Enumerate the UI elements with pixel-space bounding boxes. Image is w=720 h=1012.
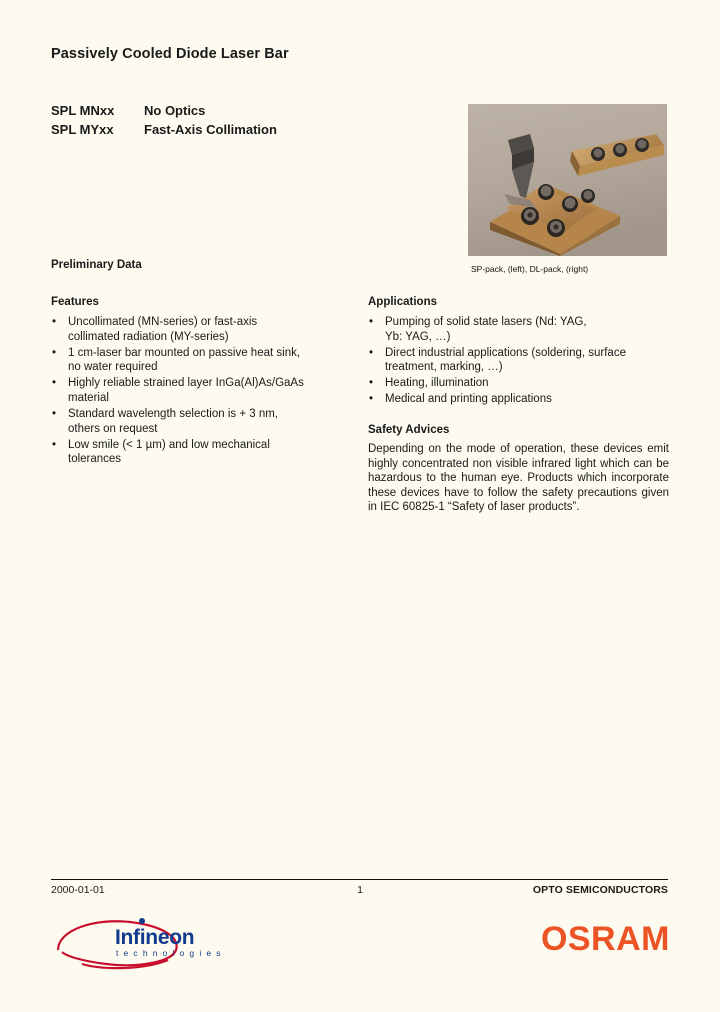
osram-logo: OSRAM xyxy=(540,920,670,958)
list-item xyxy=(368,392,669,407)
infineon-wordmark: Infineon xyxy=(115,926,195,949)
list-item-line1: Medical and printing applications xyxy=(385,393,552,406)
model-row xyxy=(51,120,277,139)
list-item xyxy=(51,315,351,344)
preliminary-data-label: Preliminary Data xyxy=(51,259,142,271)
safety-advices-text: Depending on the mode of operation, these devices emit highly concentrated non visible infrared light which can be hazardous to the human eye. Products which incorporate these devices have to follow the safety precautions given in IEC 60825-1 “Safety of laser products”. xyxy=(368,443,669,514)
infineon-logo xyxy=(52,912,232,974)
list-item-line1: Low smile (< 1 µm) and low mechanical xyxy=(68,438,270,451)
list-item-line1: Uncollimated (MN-series) or fast-axis xyxy=(68,316,258,328)
footer-divider xyxy=(51,879,668,880)
model-code: SPL MYxx xyxy=(51,122,114,137)
list-item xyxy=(368,376,669,391)
bullet-icon: • xyxy=(52,377,57,390)
list-item-line2: others on request xyxy=(68,422,158,435)
infineon-tagline: t e c h n o l o g i e s xyxy=(116,948,222,958)
model-list xyxy=(51,101,277,139)
bullet-icon: • xyxy=(52,346,57,359)
list-item xyxy=(51,438,351,467)
applications-heading: Applications xyxy=(368,296,438,308)
photo-caption: SP-pack, (left), DL-pack, (right) xyxy=(471,264,589,274)
bullet-icon: • xyxy=(369,316,374,328)
features-list xyxy=(51,315,351,467)
list-item-line2: collimated radiation (MY-series) xyxy=(68,330,229,343)
list-item xyxy=(368,315,669,344)
page-title: Passively Cooled Diode Laser Bar xyxy=(51,46,289,62)
list-item xyxy=(368,346,669,375)
list-item xyxy=(51,346,351,375)
safety-advices-heading: Safety Advices xyxy=(368,424,450,437)
bullet-icon: • xyxy=(52,316,57,328)
list-item-line1: Pumping of solid state lasers (Nd: YAG, xyxy=(385,316,587,328)
list-item-line2: Yb: YAG, …) xyxy=(385,330,451,343)
model-code: SPL MNxx xyxy=(51,103,115,118)
infineon-dot-icon xyxy=(139,918,145,924)
product-photo xyxy=(468,104,667,256)
applications-list xyxy=(368,315,669,407)
model-description: Fast-Axis Collimation xyxy=(144,122,277,137)
features-section xyxy=(51,296,351,468)
footer-page-number: 1 xyxy=(357,884,363,896)
features-heading: Features xyxy=(51,296,99,308)
list-item-line2: no water required xyxy=(68,361,158,374)
list-item-line1: Highly reliable strained layer InGa(Al)As/GaAs xyxy=(68,377,304,390)
bullet-icon: • xyxy=(369,393,374,406)
footer-date: 2000-01-01 xyxy=(51,884,105,896)
bullet-icon: • xyxy=(369,377,374,390)
footer-division: OPTO SEMICONDUCTORS xyxy=(532,884,668,896)
model-description: No Optics xyxy=(144,103,206,118)
list-item-line1: Heating, illumination xyxy=(385,377,489,390)
list-item-line1: 1 cm-laser bar mounted on passive heat sink, xyxy=(68,346,301,359)
list-item xyxy=(51,376,351,405)
list-item-line2: tolerances xyxy=(68,453,122,466)
list-item-line1: Standard wavelength selection is + 3 nm, xyxy=(68,408,278,421)
applications-section xyxy=(368,296,669,515)
model-row xyxy=(51,101,277,120)
bullet-icon: • xyxy=(369,346,374,359)
bullet-icon: • xyxy=(52,408,57,421)
list-item xyxy=(51,407,351,436)
list-item-line2: material xyxy=(68,391,109,404)
list-item-line2: treatment, marking, …) xyxy=(385,361,503,374)
bullet-icon: • xyxy=(52,438,57,451)
list-item-line1: Direct industrial applications (soldering, surface xyxy=(385,346,626,359)
